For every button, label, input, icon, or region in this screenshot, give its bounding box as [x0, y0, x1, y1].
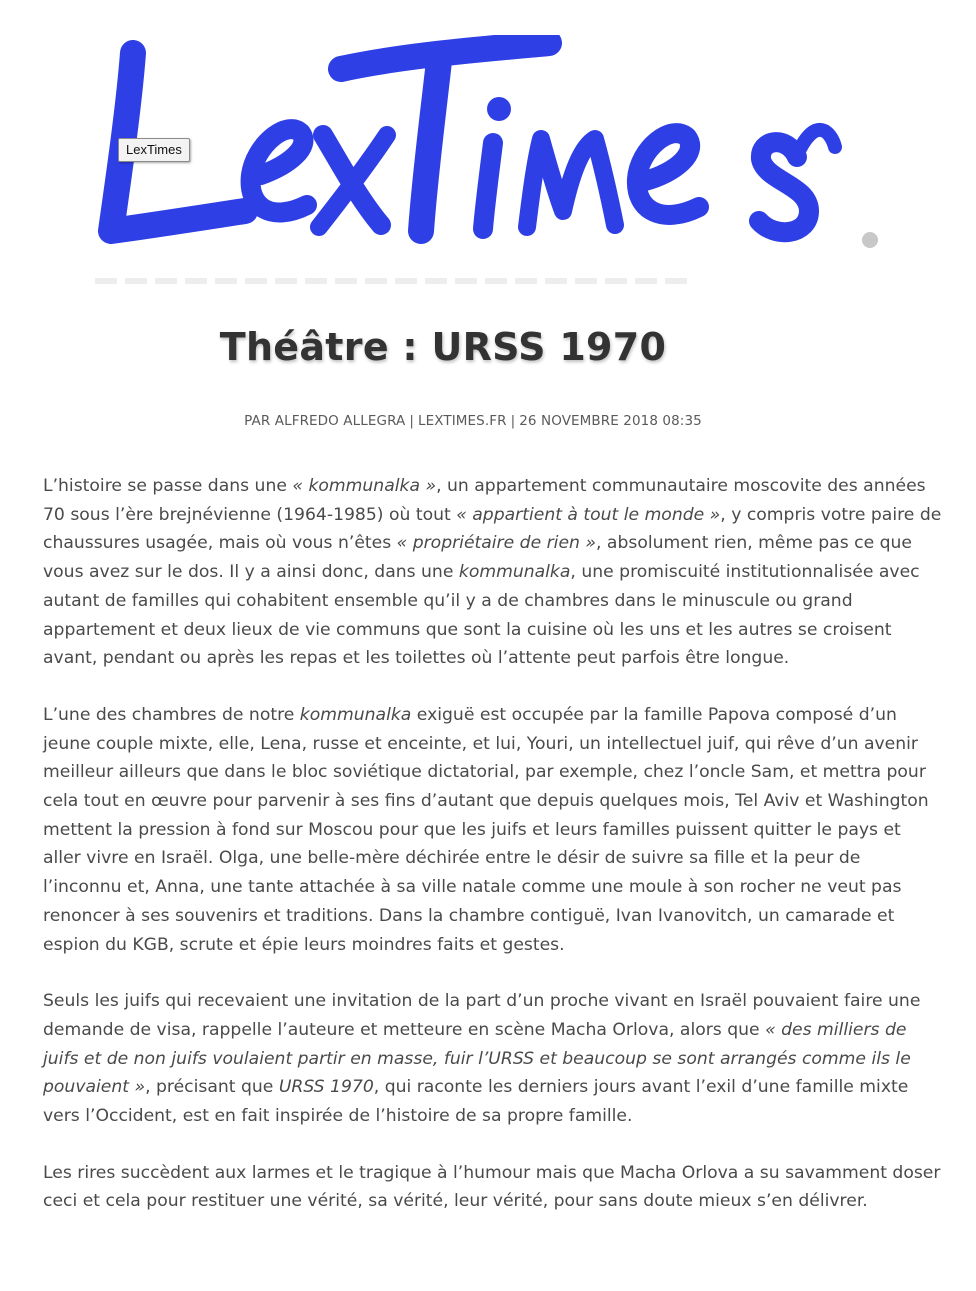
logo-dot — [862, 232, 878, 248]
paragraph-text: Les rires succèdent aux larmes et le tragique à l’humour mais que Macha Orlova a su savamment doser ceci et cela pour restituer une vérité, sa vérité, leur vérité, pour sans doute mieux s’en délivrer. — [43, 1162, 941, 1212]
italic-text: kommunalka — [458, 562, 571, 583]
byline-source: LEXTIMES.FR — [418, 413, 507, 429]
italic-text: « propriétaire de rien » — [396, 533, 596, 554]
byline-separator: | — [409, 413, 414, 429]
paragraph-text: , une promiscuité institutionnalisée avec autant de familles qui cohabitent ensemble qu’il y a de chambres dans le minuscule ou grand appartement et deux lieux de vie communs que sont la cuisine où les uns et les autres se croisent avant, pendant ou après les repas et les toilettes où l’attente peut parfois être longue. — [43, 562, 920, 669]
paragraph-text: , y compris votre paire de chaussures usagée, mais où vous n’êtes — [43, 504, 942, 554]
italic-text: URSS 1970 — [278, 1077, 374, 1098]
byline-author: PAR ALFREDO ALLEGRA — [244, 413, 406, 429]
italic-text: kommunalka — [299, 704, 412, 725]
byline-separator: | — [510, 413, 516, 429]
article-paragraph — [43, 987, 943, 1131]
italic-text: « kommunalka » — [292, 476, 437, 496]
masthead — [0, 0, 976, 290]
paragraph-text: L’histoire se passe dans une — [43, 476, 293, 496]
paragraph-text: Seuls les juifs qui recevaient une invitation de la part d’un proche vivant en Israël pouvaient faire une demande de visa, rappelle l’auteure et metteure en scène Macha Orlova, alors que — [43, 991, 921, 1040]
article-body — [43, 472, 943, 1244]
article-paragraph — [43, 701, 943, 959]
faded-tagline — [95, 278, 695, 284]
logo-tooltip: LexTimes — [118, 138, 190, 162]
paragraph-text: L’une des chambres de notre — [43, 704, 300, 725]
paragraph-text: exiguë est occupée par la famille Papova composé d’un jeune couple mixte, elle, Lena, russe et enceinte, et lui, Youri, un intellectuel juif, qui rêve d’un avenir meilleur ailleurs que dans le bloc soviétique dictatorial, par exemple, chez l’oncle Sam, et mettra pour cela tout en œuvre pour parvenir à ses fins d’autant que depuis quelques mois, Tel Aviv et Washington mettent la pression à fond sur Moscou pour que les juifs et leurs familles puissent quitter le pays et aller vivre en Israël. Olga, une belle-mère déchirée entre le désir de suivre sa fille et la peur de l’inconnu et, Anna, une tante attachée à sa ville natale comme une moule à son rocher ne veut pas renoncer à ses souvenirs et traditions. Dans la chambre contiguë, Ivan Ivanovitch, un camarade et espion du KGB, scrute et épie leurs moindres faits et gestes. — [43, 704, 929, 955]
italic-text: « des milliers de juifs et de non juifs voulaient partir en masse, fuir l’URSS et beaucoup se sont arrangés comme ils le pouvaient » — [43, 1019, 911, 1098]
article-paragraph — [43, 472, 943, 673]
italic-text: « appartient à tout le monde » — [456, 504, 721, 525]
byline-date: 26 NOVEMBRE 2018 08:35 — [519, 413, 702, 429]
paragraph-text: , absolument rien, même pas ce que vous avez sur le dos. Il y a ainsi donc, dans une — [43, 533, 912, 583]
paragraph-text: , précisant que — [145, 1077, 279, 1098]
logo-brushstrokes — [111, 43, 835, 232]
article-paragraph — [43, 1159, 943, 1216]
article-title: Théâtre : URSS 1970 — [219, 325, 667, 369]
byline — [0, 413, 946, 429]
lextimes-logo[interactable] — [75, 35, 895, 275]
paragraph-text: , qui raconte les derniers jours avant l’exil d’une famille mixte vers l’Occident, est en fait inspirée de l’histoire de sa propre famille. — [43, 1077, 909, 1127]
paragraph-text: , un appartement communautaire moscovite des années 70 sous l’ère brejnévienne (1964-1985) où tout — [43, 476, 926, 525]
